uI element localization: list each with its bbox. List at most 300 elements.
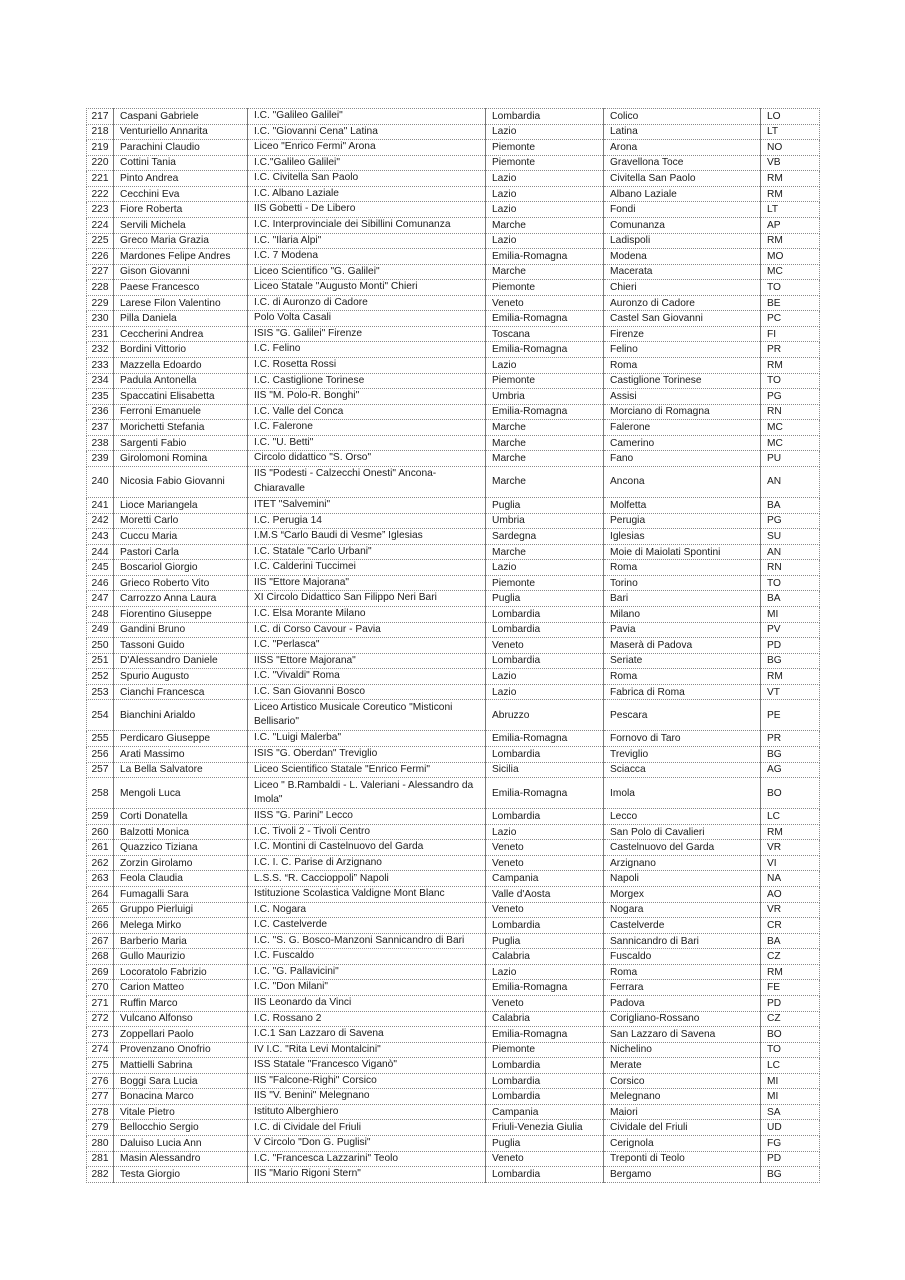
province-code-cell: AP xyxy=(761,217,820,233)
row-number-cell: 273 xyxy=(87,1027,114,1043)
table-row xyxy=(87,591,820,607)
table-row xyxy=(87,1167,820,1183)
province-code-cell: BG xyxy=(761,747,820,763)
table-row xyxy=(87,140,820,156)
region-cell: Marche xyxy=(486,451,604,467)
school-name-cell: I.C. "Francesca Lazzarini" Teolo xyxy=(248,1151,486,1167)
city-cell: Pescara xyxy=(604,700,761,731)
city-cell: Fuscaldo xyxy=(604,949,761,965)
city-cell: Lecco xyxy=(604,809,761,825)
province-code-cell: AO xyxy=(761,887,820,903)
province-code-cell: RM xyxy=(761,171,820,187)
table-row xyxy=(87,326,820,342)
region-cell: Campania xyxy=(486,871,604,887)
city-cell: Castelnuovo del Garda xyxy=(604,840,761,856)
city-cell: Civitella San Paolo xyxy=(604,171,761,187)
city-cell: Torino xyxy=(604,575,761,591)
table-row xyxy=(87,171,820,187)
row-number-cell: 264 xyxy=(87,887,114,903)
city-cell: Arzignano xyxy=(604,855,761,871)
province-code-cell: NO xyxy=(761,140,820,156)
city-cell: Fano xyxy=(604,451,761,467)
row-number-cell: 240 xyxy=(87,466,114,497)
table-row xyxy=(87,855,820,871)
province-code-cell: MI xyxy=(761,1089,820,1105)
participant-name-cell: La Bella Salvatore xyxy=(114,762,248,778)
province-code-cell: PC xyxy=(761,311,820,327)
table-row xyxy=(87,747,820,763)
city-cell: Castelverde xyxy=(604,918,761,934)
city-cell: Latina xyxy=(604,124,761,140)
region-cell: Veneto xyxy=(486,638,604,654)
city-cell: Albano Laziale xyxy=(604,186,761,202)
school-name-cell: I.C. Castelverde xyxy=(248,918,486,934)
table-row xyxy=(87,1136,820,1152)
region-cell: Lombardia xyxy=(486,918,604,934)
school-name-cell: L.S.S. “R. Caccioppoli” Napoli xyxy=(248,871,486,887)
region-cell: Veneto xyxy=(486,295,604,311)
city-cell: Corigliano-Rossano xyxy=(604,1011,761,1027)
city-cell: Melegnano xyxy=(604,1089,761,1105)
row-number-cell: 280 xyxy=(87,1136,114,1152)
region-cell: Lombardia xyxy=(486,109,604,125)
region-cell: Lombardia xyxy=(486,606,604,622)
region-cell: Lazio xyxy=(486,964,604,980)
participant-name-cell: Lioce Mariangela xyxy=(114,498,248,514)
row-number-cell: 228 xyxy=(87,280,114,296)
participant-name-cell: Venturiello Annarita xyxy=(114,124,248,140)
province-code-cell: SA xyxy=(761,1104,820,1120)
city-cell: Modena xyxy=(604,249,761,265)
row-number-cell: 260 xyxy=(87,824,114,840)
participant-name-cell: Morichetti Stefania xyxy=(114,420,248,436)
city-cell: Falerone xyxy=(604,420,761,436)
province-code-cell: MC xyxy=(761,435,820,451)
region-cell: Sardegna xyxy=(486,529,604,545)
province-code-cell: PE xyxy=(761,700,820,731)
table-row xyxy=(87,186,820,202)
row-number-cell: 258 xyxy=(87,778,114,809)
region-cell: Veneto xyxy=(486,902,604,918)
region-cell: Piemonte xyxy=(486,140,604,156)
row-number-cell: 223 xyxy=(87,202,114,218)
table-row xyxy=(87,404,820,420)
row-number-cell: 247 xyxy=(87,591,114,607)
school-name-cell: I.C. di Corso Cavour - Pavia xyxy=(248,622,486,638)
school-name-cell: I.C. Montini di Castelnuovo del Garda xyxy=(248,840,486,856)
city-cell: Castel San Giovanni xyxy=(604,311,761,327)
region-cell: Lombardia xyxy=(486,653,604,669)
city-cell: Castiglione Torinese xyxy=(604,373,761,389)
province-code-cell: VT xyxy=(761,684,820,700)
table-row xyxy=(87,311,820,327)
province-code-cell: AN xyxy=(761,544,820,560)
city-cell: Ladispoli xyxy=(604,233,761,249)
city-cell: Roma xyxy=(604,964,761,980)
region-cell: Lazio xyxy=(486,186,604,202)
province-code-cell: RM xyxy=(761,824,820,840)
province-code-cell: FI xyxy=(761,326,820,342)
participant-name-cell: Feola Claudia xyxy=(114,871,248,887)
school-name-cell: IIS "Podesti - Calzecchi Onesti" Ancona-Chiaravalle xyxy=(248,466,486,497)
row-number-cell: 241 xyxy=(87,498,114,514)
region-cell: Veneto xyxy=(486,995,604,1011)
region-cell: Piemonte xyxy=(486,575,604,591)
school-name-cell: Liceo Artistico Musicale Coreutico "Misticoni Bellisario" xyxy=(248,700,486,731)
city-cell: Chieri xyxy=(604,280,761,296)
school-name-cell: IV I.C. "Rita Levi Montalcini" xyxy=(248,1042,486,1058)
province-code-cell: TO xyxy=(761,373,820,389)
table-row xyxy=(87,466,820,497)
participant-name-cell: Carion Matteo xyxy=(114,980,248,996)
school-name-cell: I.C."Galileo Galilei" xyxy=(248,155,486,171)
province-code-cell: VR xyxy=(761,902,820,918)
province-code-cell: RM xyxy=(761,186,820,202)
school-name-cell: I.C. Elsa Morante Milano xyxy=(248,606,486,622)
row-number-cell: 282 xyxy=(87,1167,114,1183)
row-number-cell: 222 xyxy=(87,186,114,202)
region-cell: Emilia-Romagna xyxy=(486,731,604,747)
city-cell: Sannicandro di Bari xyxy=(604,933,761,949)
province-code-cell: PR xyxy=(761,342,820,358)
row-number-cell: 227 xyxy=(87,264,114,280)
city-cell: Morciano di Romagna xyxy=(604,404,761,420)
table-row xyxy=(87,964,820,980)
row-number-cell: 261 xyxy=(87,840,114,856)
school-name-cell: I.C. "Giovanni Cena" Latina xyxy=(248,124,486,140)
province-code-cell: PD xyxy=(761,995,820,1011)
school-name-cell: ITET "Salvemini" xyxy=(248,498,486,514)
row-number-cell: 272 xyxy=(87,1011,114,1027)
region-cell: Emilia-Romagna xyxy=(486,249,604,265)
city-cell: Gravellona Toce xyxy=(604,155,761,171)
table-row xyxy=(87,420,820,436)
row-number-cell: 234 xyxy=(87,373,114,389)
participant-name-cell: Locoratolo Fabrizio xyxy=(114,964,248,980)
province-code-cell: LT xyxy=(761,124,820,140)
province-code-cell: NA xyxy=(761,871,820,887)
row-number-cell: 276 xyxy=(87,1073,114,1089)
table-row xyxy=(87,871,820,887)
row-number-cell: 266 xyxy=(87,918,114,934)
region-cell: Lazio xyxy=(486,358,604,374)
city-cell: Comunanza xyxy=(604,217,761,233)
region-cell: Veneto xyxy=(486,840,604,856)
table-row xyxy=(87,762,820,778)
school-name-cell: Liceo Scientifico Statale "Enrico Fermi" xyxy=(248,762,486,778)
participant-name-cell: Fumagalli Sara xyxy=(114,887,248,903)
row-number-cell: 226 xyxy=(87,249,114,265)
region-cell: Marche xyxy=(486,420,604,436)
participant-name-cell: Barberio Maria xyxy=(114,933,248,949)
province-code-cell: PR xyxy=(761,731,820,747)
participant-name-cell: Pinto Andrea xyxy=(114,171,248,187)
school-name-cell: Liceo Scientifico "G. Galilei" xyxy=(248,264,486,280)
row-number-cell: 244 xyxy=(87,544,114,560)
row-number-cell: 274 xyxy=(87,1042,114,1058)
row-number-cell: 250 xyxy=(87,638,114,654)
table-row xyxy=(87,622,820,638)
table-row xyxy=(87,918,820,934)
province-code-cell: BA xyxy=(761,498,820,514)
region-cell: Emilia-Romagna xyxy=(486,311,604,327)
school-name-cell: I.C. Falerone xyxy=(248,420,486,436)
table-row xyxy=(87,995,820,1011)
participant-name-cell: Boscariol Giorgio xyxy=(114,560,248,576)
province-code-cell: BO xyxy=(761,778,820,809)
row-number-cell: 245 xyxy=(87,560,114,576)
school-name-cell: Istituto Alberghiero xyxy=(248,1104,486,1120)
region-cell: Lazio xyxy=(486,124,604,140)
participant-name-cell: Cianchi Francesca xyxy=(114,684,248,700)
region-cell: Lazio xyxy=(486,560,604,576)
region-cell: Lazio xyxy=(486,171,604,187)
table-row xyxy=(87,264,820,280)
row-number-cell: 218 xyxy=(87,124,114,140)
school-name-cell: I.C. "G. Pallavicini" xyxy=(248,964,486,980)
city-cell: Ancona xyxy=(604,466,761,497)
participant-name-cell: Quazzico Tiziana xyxy=(114,840,248,856)
region-cell: Friuli-Venezia Giulia xyxy=(486,1120,604,1136)
row-number-cell: 263 xyxy=(87,871,114,887)
row-number-cell: 242 xyxy=(87,513,114,529)
participant-name-cell: Fiore Roberta xyxy=(114,202,248,218)
region-cell: Lombardia xyxy=(486,1073,604,1089)
province-code-cell: LO xyxy=(761,109,820,125)
province-code-cell: AG xyxy=(761,762,820,778)
row-number-cell: 239 xyxy=(87,451,114,467)
participant-name-cell: Zoppellari Paolo xyxy=(114,1027,248,1043)
city-cell: Molfetta xyxy=(604,498,761,514)
participant-name-cell: Moretti Carlo xyxy=(114,513,248,529)
city-cell: Nogara xyxy=(604,902,761,918)
row-number-cell: 279 xyxy=(87,1120,114,1136)
school-name-cell: I.C. Interprovinciale dei Sibillini Comunanza xyxy=(248,217,486,233)
school-name-cell: IIS "Falcone-Righi" Corsico xyxy=(248,1073,486,1089)
school-name-cell: I.C. "Luigi Malerba" xyxy=(248,731,486,747)
school-name-cell: Circolo didattico "S. Orso" xyxy=(248,451,486,467)
city-cell: Fondi xyxy=(604,202,761,218)
row-number-cell: 221 xyxy=(87,171,114,187)
participant-name-cell: Masin Alessandro xyxy=(114,1151,248,1167)
region-cell: Campania xyxy=(486,1104,604,1120)
row-number-cell: 231 xyxy=(87,326,114,342)
city-cell: Macerata xyxy=(604,264,761,280)
school-name-cell: ISIS "G. Oberdan" Treviglio xyxy=(248,747,486,763)
participant-name-cell: Daluiso Lucia Ann xyxy=(114,1136,248,1152)
school-name-cell: I.C. "Ilaria Alpi" xyxy=(248,233,486,249)
participant-name-cell: Girolomoni Romina xyxy=(114,451,248,467)
table-row xyxy=(87,1073,820,1089)
city-cell: Morgex xyxy=(604,887,761,903)
province-code-cell: RM xyxy=(761,233,820,249)
region-cell: Toscana xyxy=(486,326,604,342)
table-row xyxy=(87,389,820,405)
participant-name-cell: Bianchini Arialdo xyxy=(114,700,248,731)
participant-name-cell: Gullo Maurizio xyxy=(114,949,248,965)
city-cell: Roma xyxy=(604,560,761,576)
participant-name-cell: Padula Antonella xyxy=(114,373,248,389)
school-name-cell: I.C. "Galileo Galilei" xyxy=(248,109,486,125)
school-name-cell: I.C. Valle del Conca xyxy=(248,404,486,420)
participant-name-cell: Mengoli Luca xyxy=(114,778,248,809)
school-name-cell: Liceo Statale "Augusto Monti" Chieri xyxy=(248,280,486,296)
region-cell: Lombardia xyxy=(486,1089,604,1105)
region-cell: Lombardia xyxy=(486,622,604,638)
participant-name-cell: Melega Mirko xyxy=(114,918,248,934)
school-name-cell: I.C. Rosetta Rossi xyxy=(248,358,486,374)
row-number-cell: 243 xyxy=(87,529,114,545)
region-cell: Lazio xyxy=(486,202,604,218)
participant-name-cell: Paese Francesco xyxy=(114,280,248,296)
city-cell: Auronzo di Cadore xyxy=(604,295,761,311)
city-cell: Arona xyxy=(604,140,761,156)
region-cell: Marche xyxy=(486,466,604,497)
province-code-cell: TO xyxy=(761,1042,820,1058)
table-row xyxy=(87,653,820,669)
region-cell: Puglia xyxy=(486,1136,604,1152)
participant-name-cell: Gruppo Pierluigi xyxy=(114,902,248,918)
region-cell: Piemonte xyxy=(486,373,604,389)
school-name-cell: Polo Volta Casali xyxy=(248,311,486,327)
table-row xyxy=(87,669,820,685)
participant-name-cell: D'Alessandro Daniele xyxy=(114,653,248,669)
city-cell: Corsico xyxy=(604,1073,761,1089)
city-cell: Moie di Maiolati Spontini xyxy=(604,544,761,560)
province-code-cell: FG xyxy=(761,1136,820,1152)
region-cell: Emilia-Romagna xyxy=(486,778,604,809)
region-cell: Emilia-Romagna xyxy=(486,342,604,358)
region-cell: Calabria xyxy=(486,1011,604,1027)
city-cell: Treponti di Teolo xyxy=(604,1151,761,1167)
school-name-cell: I.C. di Cividale del Friuli xyxy=(248,1120,486,1136)
city-cell: Sciacca xyxy=(604,762,761,778)
school-name-cell: I.C. "Perlasca" xyxy=(248,638,486,654)
region-cell: Veneto xyxy=(486,855,604,871)
school-name-cell: I.C. San Giovanni Bosco xyxy=(248,684,486,700)
city-cell: San Polo di Cavalieri xyxy=(604,824,761,840)
participant-name-cell: Pilla Daniela xyxy=(114,311,248,327)
row-number-cell: 255 xyxy=(87,731,114,747)
province-code-cell: RN xyxy=(761,560,820,576)
school-name-cell: ISIS "G. Galilei" Firenze xyxy=(248,326,486,342)
table-row xyxy=(87,295,820,311)
region-cell: Lazio xyxy=(486,669,604,685)
table-row xyxy=(87,1089,820,1105)
province-code-cell: PG xyxy=(761,513,820,529)
row-number-cell: 251 xyxy=(87,653,114,669)
participant-name-cell: Vulcano Alfonso xyxy=(114,1011,248,1027)
school-name-cell: ISS Statale "Francesco Viganò" xyxy=(248,1058,486,1074)
region-cell: Piemonte xyxy=(486,155,604,171)
region-cell: Emilia-Romagna xyxy=(486,404,604,420)
city-cell: Imola xyxy=(604,778,761,809)
row-number-cell: 262 xyxy=(87,855,114,871)
participant-name-cell: Boggi Sara Lucia xyxy=(114,1073,248,1089)
city-cell: Nichelino xyxy=(604,1042,761,1058)
region-cell: Lombardia xyxy=(486,809,604,825)
region-cell: Veneto xyxy=(486,1151,604,1167)
province-code-cell: VI xyxy=(761,855,820,871)
city-cell: Felino xyxy=(604,342,761,358)
province-code-cell: RM xyxy=(761,669,820,685)
table-row xyxy=(87,933,820,949)
participant-name-cell: Larese Filon Valentino xyxy=(114,295,248,311)
row-number-cell: 268 xyxy=(87,949,114,965)
school-name-cell: Liceo "Enrico Fermi" Arona xyxy=(248,140,486,156)
participant-name-cell: Zorzin Girolamo xyxy=(114,855,248,871)
table-row xyxy=(87,1042,820,1058)
row-number-cell: 257 xyxy=(87,762,114,778)
province-code-cell: CZ xyxy=(761,1011,820,1027)
region-cell: Lombardia xyxy=(486,1058,604,1074)
province-code-cell: BO xyxy=(761,1027,820,1043)
row-number-cell: 256 xyxy=(87,747,114,763)
school-name-cell: I.C. Tivoli 2 - Tivoli Centro xyxy=(248,824,486,840)
province-code-cell: MC xyxy=(761,420,820,436)
region-cell: Marche xyxy=(486,264,604,280)
table-row xyxy=(87,124,820,140)
participant-name-cell: Corti Donatella xyxy=(114,809,248,825)
school-name-cell: I.C. Felino xyxy=(248,342,486,358)
row-number-cell: 277 xyxy=(87,1089,114,1105)
participant-name-cell: Grieco Roberto Vito xyxy=(114,575,248,591)
school-name-cell: IIS "V. Benini" Melegnano xyxy=(248,1089,486,1105)
participant-name-cell: Arati Massimo xyxy=(114,747,248,763)
table-row xyxy=(87,498,820,514)
participant-name-cell: Bellocchio Sergio xyxy=(114,1120,248,1136)
table-row xyxy=(87,606,820,622)
participant-name-cell: Provenzano Onofrio xyxy=(114,1042,248,1058)
city-cell: Napoli xyxy=(604,871,761,887)
table-row xyxy=(87,280,820,296)
school-name-cell: I.C. 7 Modena xyxy=(248,249,486,265)
row-number-cell: 217 xyxy=(87,109,114,125)
participants-table xyxy=(86,108,820,1183)
region-cell: Lazio xyxy=(486,684,604,700)
region-cell: Puglia xyxy=(486,591,604,607)
table-row xyxy=(87,684,820,700)
participant-name-cell: Parachini Claudio xyxy=(114,140,248,156)
region-cell: Puglia xyxy=(486,498,604,514)
province-code-cell: CZ xyxy=(761,949,820,965)
participant-name-cell: Sargenti Fabio xyxy=(114,435,248,451)
table-row xyxy=(87,700,820,731)
participant-name-cell: Ferroni Emanuele xyxy=(114,404,248,420)
city-cell: Cividale del Friuli xyxy=(604,1120,761,1136)
row-number-cell: 267 xyxy=(87,933,114,949)
province-code-cell: LT xyxy=(761,202,820,218)
region-cell: Abruzzo xyxy=(486,700,604,731)
participant-name-cell: Carrozzo Anna Laura xyxy=(114,591,248,607)
city-cell: Maiori xyxy=(604,1104,761,1120)
row-number-cell: 238 xyxy=(87,435,114,451)
school-name-cell: I.C. "Vivaldi" Roma xyxy=(248,669,486,685)
table-row xyxy=(87,544,820,560)
region-cell: Lazio xyxy=(486,824,604,840)
region-cell: Marche xyxy=(486,435,604,451)
province-code-cell: BA xyxy=(761,933,820,949)
region-cell: Piemonte xyxy=(486,1042,604,1058)
row-number-cell: 235 xyxy=(87,389,114,405)
city-cell: Camerino xyxy=(604,435,761,451)
participant-name-cell: Mattielli Sabrina xyxy=(114,1058,248,1074)
table-row xyxy=(87,529,820,545)
participant-name-cell: Cecchini Eva xyxy=(114,186,248,202)
row-number-cell: 278 xyxy=(87,1104,114,1120)
participant-name-cell: Balzotti Monica xyxy=(114,824,248,840)
table-row xyxy=(87,217,820,233)
